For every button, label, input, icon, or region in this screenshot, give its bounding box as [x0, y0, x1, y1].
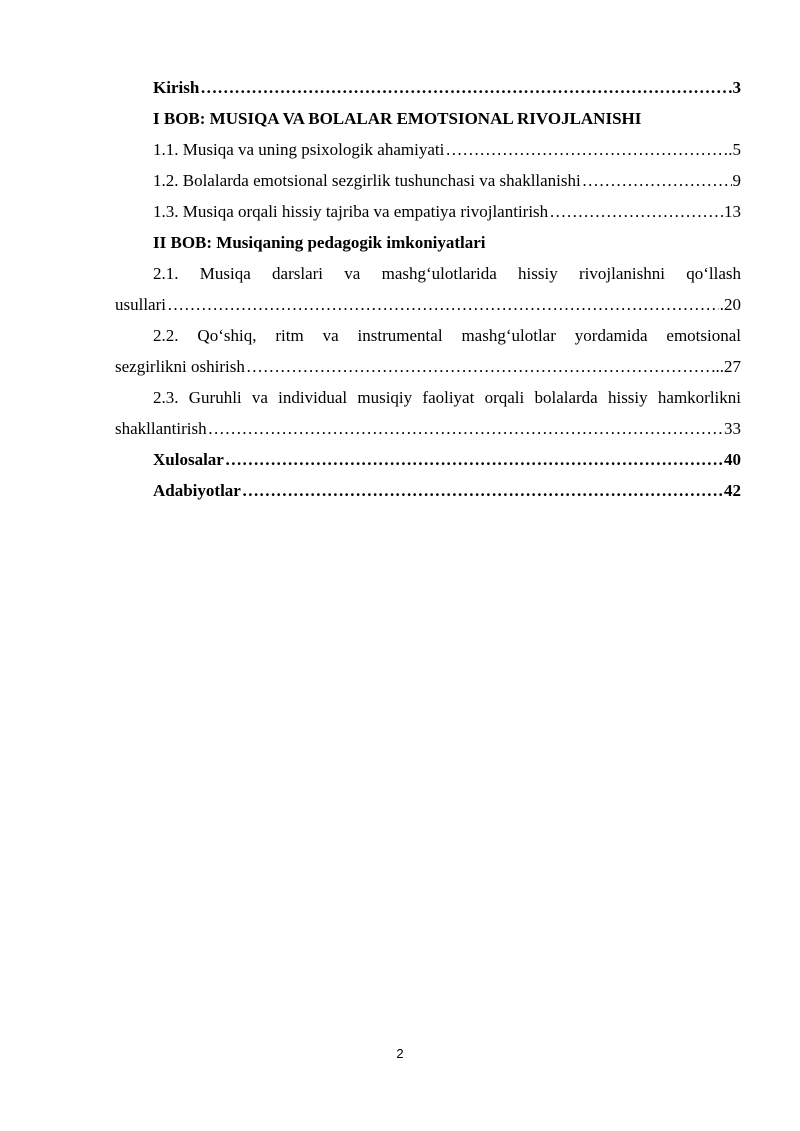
toc-entry-label: 1.3. Musiqa orqali hissiy tajriba va empatiya rivojlantirish — [153, 202, 549, 221]
toc-entry-1-3 — [115, 196, 741, 227]
toc-entry-2-1 — [115, 258, 741, 320]
toc-entry-2-2 — [115, 320, 741, 382]
toc-page-number: 33 — [724, 419, 741, 438]
toc-entry-1-1 — [115, 134, 741, 165]
table-of-contents — [115, 72, 741, 506]
toc-entry-label: Adabiyotlar — [153, 481, 241, 500]
chapter-heading-1: I BOB: MUSIQA VA BOLALAR EMOTSIONAL RIVOJLANISHI — [153, 109, 642, 128]
leader-dots — [445, 134, 727, 165]
toc-page-number: 42 — [724, 481, 741, 500]
leader-dots — [582, 165, 732, 196]
toc-entry-label-line1: 2.1. Musiqa darslari va mashg‘ulotlarida hissiy rivojlanishni qo‘llash — [153, 264, 741, 283]
toc-page-number: 40 — [724, 450, 741, 469]
toc-page-number: .5 — [728, 140, 741, 159]
leader-dots — [242, 475, 723, 506]
toc-entry-2-3 — [115, 382, 741, 444]
toc-entry-label: 1.1. Musiqa va uning psixologik ahamiyati — [153, 140, 445, 159]
toc-entry-label-line1: 2.3. Guruhli va individual musiqiy faoliyat orqali bolalarda hissiy hamkorlikni — [153, 388, 741, 407]
toc-entry-label-line1: 2.2. Qo‘shiq, ritm va instrumental mashg‘ulotlar yordamida emotsional — [153, 326, 741, 345]
leader-dots — [549, 196, 723, 227]
toc-page-number: .3 — [728, 78, 741, 97]
toc-entry-1-2 — [115, 165, 741, 196]
toc-entry-conclusions — [115, 444, 741, 475]
toc-entry-label-line2: sezgirlikni oshirish — [115, 357, 245, 376]
toc-page-number: 13 — [724, 202, 741, 221]
toc-page-number: .20 — [719, 295, 741, 314]
page-number: 2 — [396, 1046, 404, 1061]
toc-entry-label: Xulosalar — [153, 450, 224, 469]
toc-entry-label: 1.2. Bolalarda emotsional sezgirlik tushunchasi va shakllanishi — [153, 171, 581, 190]
toc-page-number: ..27 — [715, 357, 741, 376]
leader-dots — [246, 351, 715, 382]
leader-dots — [200, 72, 727, 103]
leader-dots — [225, 444, 723, 475]
leader-dots — [167, 289, 719, 320]
toc-page-number: 9 — [732, 171, 741, 190]
toc-entry-label-line2: usullari — [115, 295, 166, 314]
leader-dots — [208, 413, 723, 444]
toc-entry-label-line2: shakllantirish — [115, 419, 207, 438]
toc-entry-intro — [115, 72, 741, 103]
toc-entry-references — [115, 475, 741, 506]
chapter-heading-2: II BOB: Musiqaning pedagogik imkoniyatlari — [153, 233, 486, 252]
toc-entry-label: Kirish — [153, 78, 200, 97]
